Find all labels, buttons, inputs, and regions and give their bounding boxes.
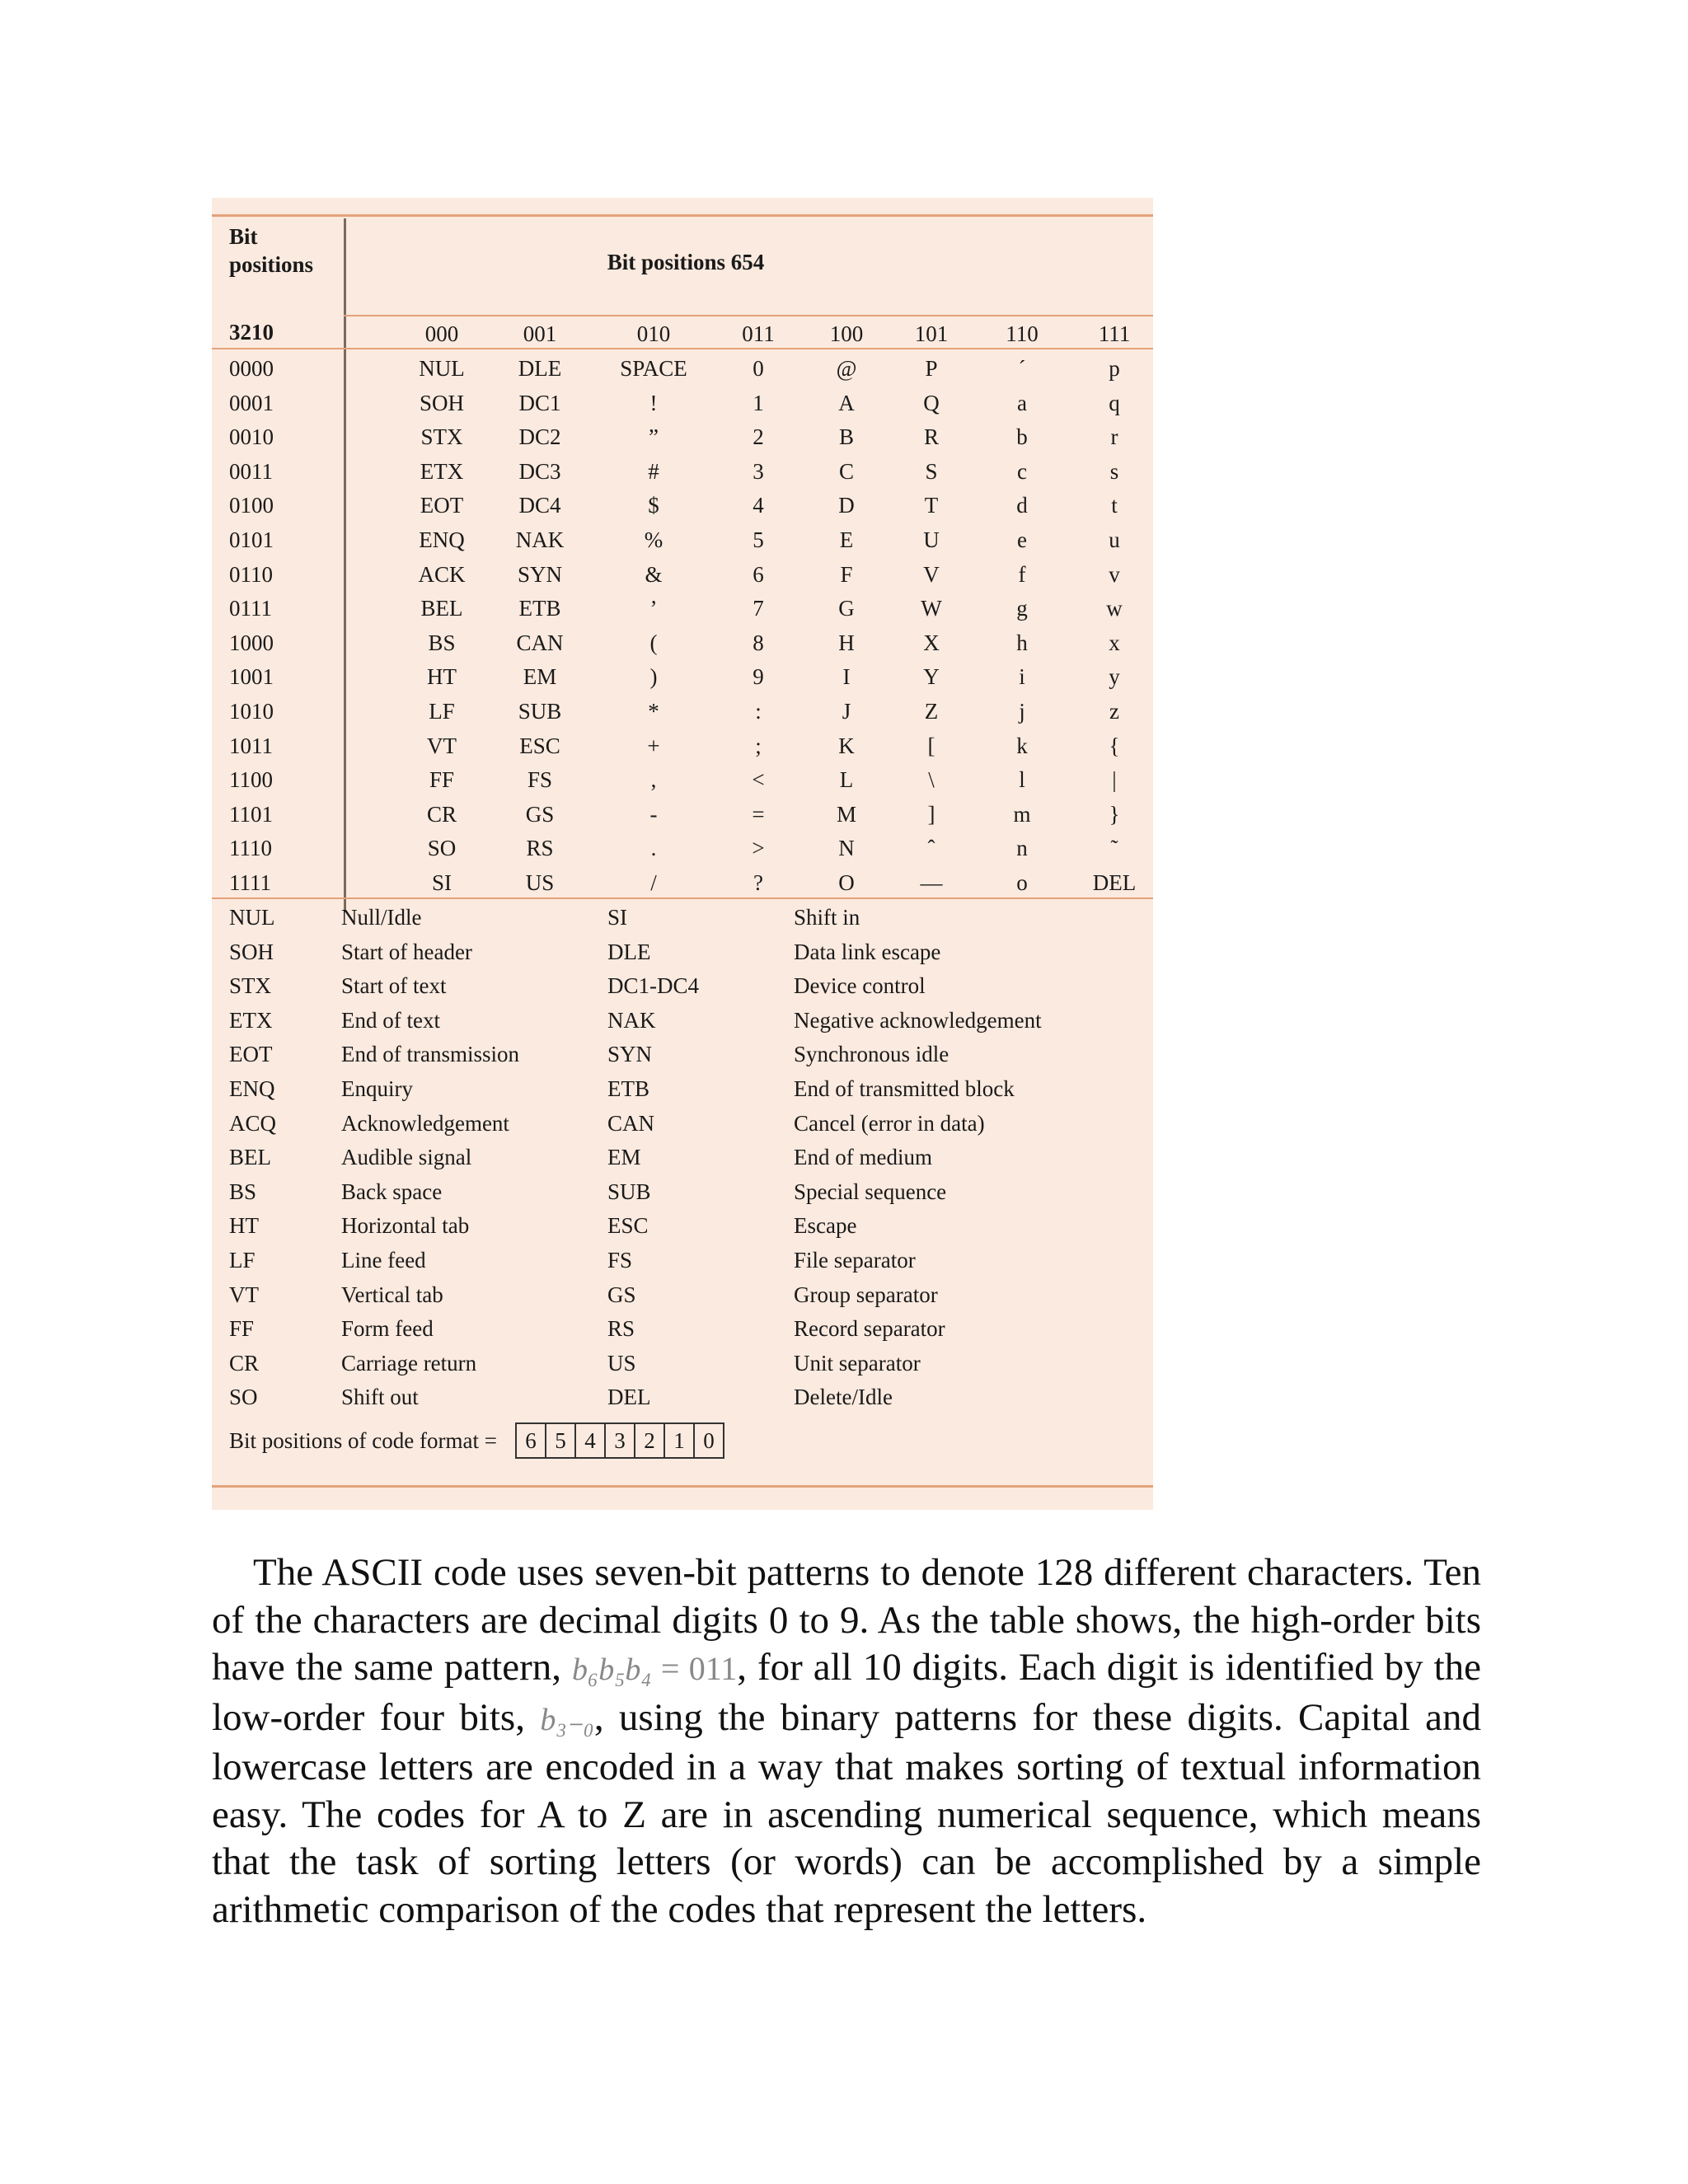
top-rule <box>212 214 1153 217</box>
legend-meaning2: Record separator <box>794 1316 945 1342</box>
table-row <box>212 800 1153 835</box>
table-cell: I <box>842 664 851 690</box>
table-cell: n <box>1016 836 1028 861</box>
table-cell: SO <box>427 836 457 861</box>
column-code-100: 100 <box>829 321 864 346</box>
column-code-010: 010 <box>636 321 671 346</box>
bottom-rule <box>212 1485 1153 1488</box>
table-cell: 7 <box>753 596 764 621</box>
legend-meaning: Enquiry <box>341 1076 413 1101</box>
table-cell: STX <box>420 424 463 450</box>
table-cell: t <box>1111 493 1118 518</box>
table-cell: * <box>648 699 659 724</box>
table-cell: o <box>1016 870 1028 895</box>
table-cell: N <box>838 836 855 861</box>
format-bit-cell: 3 <box>606 1424 635 1457</box>
table-cell: CAN <box>516 630 564 655</box>
table-cell: 4 <box>753 493 764 518</box>
table-row <box>212 389 1153 424</box>
table-row <box>212 732 1153 766</box>
table-cell: [ <box>927 733 935 758</box>
table-cell: $ <box>648 493 659 518</box>
legend-meaning: Audible signal <box>341 1145 472 1170</box>
legend-row <box>212 1212 1153 1246</box>
paragraph-text-2: , for all 10 digits. Each digit is identified by the low-order four bits, <box>212 1646 1482 1739</box>
corner-header-line1: Bit <box>229 224 258 249</box>
legend-meaning: Acknowledgement <box>341 1110 509 1136</box>
legend-meaning2: Synchronous idle <box>794 1042 950 1067</box>
table-cell: ˆ <box>927 836 935 861</box>
table-cell: G <box>838 596 855 621</box>
table-cell: J <box>842 699 851 724</box>
legend-row <box>212 903 1153 938</box>
header-bottom-rule <box>212 348 1153 349</box>
table-cell: q <box>1109 390 1120 415</box>
column-code-001: 001 <box>523 321 557 346</box>
table-cell: K <box>838 733 855 758</box>
legend-row <box>212 1075 1153 1109</box>
table-cell: SYN <box>517 561 563 587</box>
column-code-111: 111 <box>1098 321 1131 346</box>
table-cell: DC4 <box>518 493 561 518</box>
column-span-header: Bit positions 654 <box>607 250 765 274</box>
format-bit-cell: 1 <box>665 1424 695 1457</box>
legend-abbr2: SYN <box>607 1042 653 1067</box>
table-cell: O <box>838 870 855 895</box>
corner-header-line2: positions <box>229 252 314 277</box>
table-cell: @ <box>836 356 857 381</box>
math-b6b5b4: b₆b₅b₄ <box>571 1652 652 1687</box>
table-cell: GS <box>525 801 555 827</box>
legend-abbr2: NAK <box>607 1007 656 1033</box>
table-cell: DC3 <box>518 458 561 484</box>
legend-meaning2: File separator <box>794 1248 916 1272</box>
table-cell: ( <box>649 630 658 655</box>
legend-meaning: Start of header <box>341 939 472 964</box>
code-format-label: Bit positions of code format = <box>229 1428 497 1453</box>
table-cell: RS <box>526 836 554 861</box>
legend-row <box>212 1006 1153 1041</box>
table-cell: + <box>647 733 660 758</box>
table-cell: h <box>1016 630 1028 655</box>
code-format-bits <box>515 1422 724 1459</box>
table-row <box>212 560 1153 595</box>
column-header-rule <box>344 315 1153 316</box>
table-row <box>212 766 1153 800</box>
legend-meaning2: Cancel (error in data) <box>794 1110 985 1136</box>
row-header-label: 3210 <box>229 320 274 344</box>
table-cell: T <box>924 493 939 518</box>
math-b6b5b4-value: = 011 <box>651 1650 738 1687</box>
legend-row <box>212 1246 1153 1281</box>
table-cell: ) <box>649 664 658 690</box>
legend-abbr2: ETB <box>607 1076 649 1101</box>
table-cell: A <box>838 390 855 415</box>
table-cell: 0 <box>753 356 764 381</box>
table-row <box>212 834 1153 869</box>
row-code: 1110 <box>229 836 272 861</box>
table-cell: EM <box>523 664 557 690</box>
table-cell: NAK <box>515 527 565 552</box>
table-cell: ETB <box>518 596 561 621</box>
legend-abbr2: EM <box>607 1145 641 1170</box>
table-cell: y <box>1109 664 1120 690</box>
table-cell: — <box>920 870 943 895</box>
legend-abbr: BS <box>229 1179 257 1204</box>
table-cell: e <box>1017 527 1027 552</box>
legend-meaning: End of transmission <box>341 1042 519 1067</box>
legend-abbr: ACQ <box>229 1110 277 1136</box>
format-bit-cell: 0 <box>703 1428 715 1453</box>
legend-meaning2: Special sequence <box>794 1179 947 1204</box>
legend-abbr2: CAN <box>607 1110 655 1136</box>
table-cell: ´ <box>1018 356 1026 381</box>
legend-abbr2: DC1-DC4 <box>607 973 700 999</box>
row-code: 0111 <box>229 596 272 621</box>
table-cell: } <box>1109 801 1120 827</box>
table-cell: SI <box>431 870 452 895</box>
row-code: 1001 <box>229 664 274 690</box>
legend-row <box>212 1281 1153 1315</box>
table-row <box>212 423 1153 457</box>
table-cell: a <box>1017 390 1027 415</box>
paragraph-text-1: The ASCII code uses seven-bit patterns to denote 128 different characters. Ten of the characters are decimal digits 0 to 9. As the table shows, the high-order bits have the same pattern, <box>212 1551 1481 1689</box>
legend-meaning: Form feed <box>341 1316 434 1342</box>
table-cell: 9 <box>753 664 764 690</box>
table-cell: s <box>1109 458 1119 484</box>
table-cell: ] <box>927 801 935 827</box>
table-cell: Q <box>923 390 940 415</box>
table-cell: DLE <box>518 356 562 381</box>
legend-abbr: NUL <box>229 905 275 930</box>
table-cell: \ <box>928 767 935 793</box>
legend-abbr2: RS <box>607 1316 635 1342</box>
table-cell: HT <box>427 664 457 690</box>
table-cell: & <box>645 561 663 587</box>
legend-abbr: HT <box>229 1213 259 1239</box>
legend-meaning2: Negative acknowledgement <box>794 1007 1042 1033</box>
legend-meaning: Back space <box>341 1179 443 1204</box>
row-code: 0100 <box>229 493 274 518</box>
table-cell: 1 <box>753 390 764 415</box>
math-b3-0: b₃₋₀ <box>540 1702 594 1737</box>
table-cell: c <box>1017 458 1027 484</box>
table-cell: . <box>650 836 657 861</box>
legend-abbr: ETX <box>229 1007 273 1033</box>
format-bit-cell: 2 <box>635 1424 665 1457</box>
table-cell: # <box>648 458 659 484</box>
row-code: 1011 <box>229 733 273 758</box>
table-cell: ENQ <box>419 527 465 552</box>
row-code: 0000 <box>229 356 274 381</box>
legend-abbr: LF <box>229 1248 256 1272</box>
legend-abbr: VT <box>229 1282 259 1307</box>
table-cell: FS <box>527 767 553 793</box>
row-code: 1000 <box>229 630 274 655</box>
legend-meaning: Shift out <box>341 1385 419 1410</box>
table-cell: EOT <box>420 493 464 518</box>
table-cell: b <box>1016 424 1028 450</box>
legend-meaning2: Delete/Idle <box>794 1385 893 1410</box>
table-cell: = <box>752 801 765 827</box>
table-row <box>212 491 1153 526</box>
legend-abbr: ENQ <box>229 1076 275 1101</box>
table-cell: g <box>1016 596 1028 621</box>
column-code-110: 110 <box>1006 321 1039 346</box>
legend-abbr2: US <box>607 1350 636 1376</box>
table-cell: 5 <box>753 527 764 552</box>
table-cell: - <box>649 801 658 827</box>
row-code: 0010 <box>229 424 274 450</box>
column-code-000: 000 <box>424 321 459 346</box>
row-code: 1101 <box>229 801 273 827</box>
table-cell: BS <box>428 630 456 655</box>
table-cell: ; <box>755 733 762 758</box>
legend-abbr: EOT <box>229 1042 273 1067</box>
table-cell: M <box>836 801 857 827</box>
table-cell: NUL <box>419 356 465 381</box>
table-cell: ETX <box>420 458 464 484</box>
row-code: 1111 <box>229 870 271 895</box>
table-cell: ! <box>649 390 658 415</box>
table-row <box>212 663 1153 697</box>
table-cell: / <box>650 870 657 895</box>
column-code-011: 011 <box>742 321 775 346</box>
table-cell: Y <box>923 664 940 690</box>
legend-abbr: SOH <box>229 939 274 964</box>
table-row <box>212 526 1153 560</box>
legend-meaning: Vertical tab <box>341 1282 443 1307</box>
table-cell: v <box>1109 561 1120 587</box>
legend-abbr2: ESC <box>607 1213 649 1239</box>
legend-meaning2: Escape <box>794 1213 857 1239</box>
legend-abbr: STX <box>229 973 272 999</box>
legend-abbr: SO <box>229 1385 258 1410</box>
format-bit-cell: 5 <box>546 1424 576 1457</box>
table-cell: l <box>1019 767 1025 793</box>
table-cell: FF <box>429 767 455 793</box>
table-cell: ACK <box>418 561 466 587</box>
legend-meaning: Horizontal tab <box>341 1213 470 1239</box>
table-cell: { <box>1109 733 1120 758</box>
row-code: 0011 <box>229 458 273 484</box>
legend-row <box>212 1040 1153 1075</box>
table-cell: L <box>839 767 854 793</box>
table-cell: f <box>1018 561 1026 587</box>
column-code-101: 101 <box>914 321 949 346</box>
table-cell: SOH <box>419 390 465 415</box>
table-cell: w <box>1106 596 1123 621</box>
table-cell: u <box>1109 527 1120 552</box>
table-row <box>212 354 1153 389</box>
legend-meaning2: Group separator <box>794 1282 938 1307</box>
legend-row <box>212 1383 1153 1418</box>
legend-meaning2: Unit separator <box>794 1350 921 1376</box>
row-code: 1010 <box>229 699 274 724</box>
table-cell: CR <box>426 801 457 827</box>
table-cell: | <box>1112 767 1117 793</box>
table-cell: ? <box>753 870 763 895</box>
legend-abbr: BEL <box>229 1145 271 1170</box>
legend-meaning: End of text <box>341 1007 440 1033</box>
ascii-table-figure <box>212 198 1153 1510</box>
table-row <box>212 457 1153 492</box>
legend-abbr2: FS <box>607 1248 633 1272</box>
table-cell: V <box>923 561 940 587</box>
legend-abbr2: GS <box>607 1282 636 1307</box>
legend-row <box>212 938 1153 972</box>
table-cell: R <box>923 424 940 450</box>
legend-abbr2: DEL <box>607 1385 651 1410</box>
table-cell: F <box>840 561 853 587</box>
row-code: 0101 <box>229 527 274 552</box>
table-cell: < <box>752 767 765 793</box>
table-cell: r <box>1110 424 1118 450</box>
table-cell: H <box>838 630 855 655</box>
table-cell: i <box>1019 664 1025 690</box>
corner-header <box>229 223 313 279</box>
table-cell: : <box>755 699 762 724</box>
table-cell: E <box>839 527 854 552</box>
legend-meaning2: Shift in <box>794 905 860 930</box>
legend-abbr2: SUB <box>607 1179 651 1204</box>
legend-meaning: Carriage return <box>341 1350 477 1376</box>
table-cell: , <box>650 767 657 793</box>
table-cell: 8 <box>753 630 764 655</box>
table-cell: D <box>838 493 855 518</box>
table-row <box>212 629 1153 663</box>
table-cell: SPACE <box>620 356 687 381</box>
table-cell: z <box>1109 699 1119 724</box>
paragraph-text-3: , using the binary patterns for these digits. Capital and lowercase letters are encoded in a way that makes sorting of textual information easy. The codes for A to Z are in ascending numerical sequence, which means that the task of sorting letters (or words) can be accomplished by a simple arithmetic comparison of the codes that represent the letters. <box>212 1695 1482 1931</box>
table-cell: ” <box>649 424 659 450</box>
table-cell: C <box>838 458 855 484</box>
table-cell: LF <box>429 699 455 724</box>
format-bit-cell: 4 <box>576 1424 606 1457</box>
legend-abbr2: SI <box>607 905 628 930</box>
legend-row <box>212 1143 1153 1178</box>
table-cell: j <box>1019 699 1025 724</box>
table-cell: SUB <box>518 699 562 724</box>
legend-meaning: Line feed <box>341 1248 426 1272</box>
legend-row <box>212 1109 1153 1144</box>
table-cell: x <box>1109 630 1120 655</box>
table-cell: > <box>752 836 765 861</box>
table-bottom-rule <box>212 898 1153 899</box>
row-code: 0110 <box>229 561 273 587</box>
legend-row <box>212 1315 1153 1349</box>
table-cell: VT <box>427 733 457 758</box>
table-cell: DC1 <box>518 390 561 415</box>
legend-meaning2: End of medium <box>794 1145 932 1170</box>
table-cell: BEL <box>420 596 463 621</box>
table-cell: 6 <box>753 561 764 587</box>
legend-meaning: Null/Idle <box>341 905 422 930</box>
table-cell: US <box>525 870 555 895</box>
table-cell: X <box>923 630 940 655</box>
table-cell: p <box>1109 356 1120 381</box>
table-row <box>212 697 1153 732</box>
row-code: 0001 <box>229 390 274 415</box>
body-paragraph <box>212 1549 1481 1933</box>
legend-meaning2: Data link escape <box>794 939 941 964</box>
legend-meaning2: End of transmitted block <box>794 1076 1015 1101</box>
format-bit-cell: 6 <box>517 1424 546 1457</box>
table-cell: P <box>925 356 938 381</box>
table-cell: % <box>644 527 663 552</box>
legend-row <box>212 972 1153 1006</box>
legend-abbr2: DLE <box>607 939 651 964</box>
legend-row <box>212 1349 1153 1384</box>
table-cell: k <box>1016 733 1028 758</box>
row-code: 1100 <box>229 767 273 793</box>
table-cell: 2 <box>753 424 764 450</box>
legend-abbr: FF <box>229 1316 255 1342</box>
table-cell: Z <box>924 699 939 724</box>
table-cell: S <box>925 458 938 484</box>
table-cell: d <box>1016 493 1028 518</box>
table-cell: U <box>923 527 940 552</box>
table-row <box>212 594 1153 629</box>
table-cell: ESC <box>519 733 560 758</box>
table-cell: B <box>838 424 855 450</box>
table-cell: DEL <box>1092 870 1137 895</box>
table-cell: ˜ <box>1110 836 1118 861</box>
table-cell: m <box>1013 801 1031 827</box>
legend-meaning2: Device control <box>794 973 926 999</box>
legend-meaning: Start of text <box>341 973 447 999</box>
table-cell: W <box>921 596 942 621</box>
legend-row <box>212 1178 1153 1212</box>
table-cell: ’ <box>649 596 658 621</box>
table-cell: 3 <box>753 458 764 484</box>
legend-abbr: CR <box>229 1350 260 1376</box>
table-cell: DC2 <box>518 424 561 450</box>
